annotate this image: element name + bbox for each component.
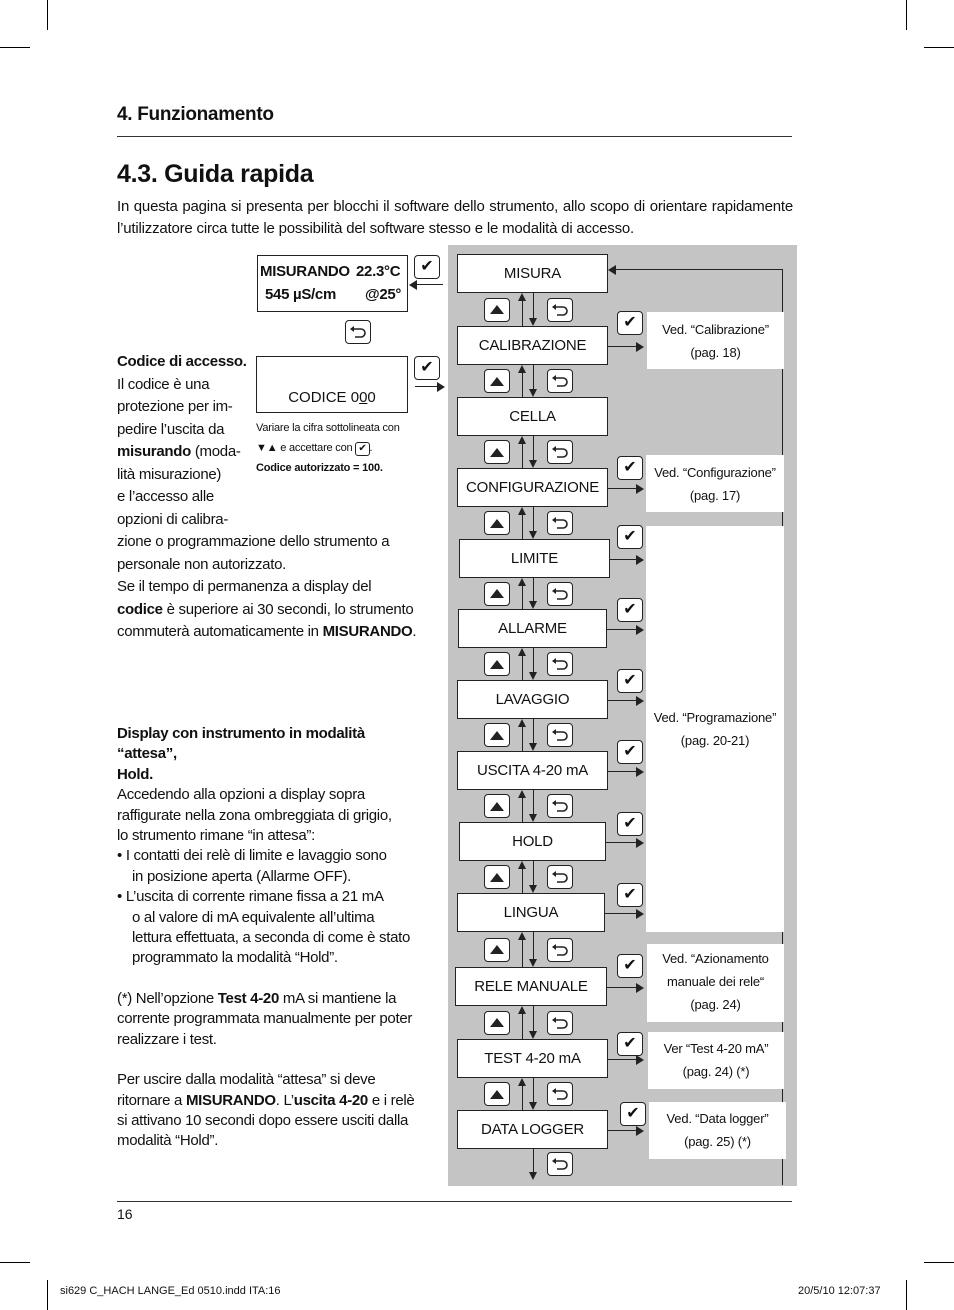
arrow-up — [518, 861, 526, 869]
menu-item[interactable]: ALLARME — [458, 609, 607, 648]
note-configurazione — [646, 455, 784, 512]
access-line — [117, 441, 417, 464]
code-hint-mid: e accettare con — [277, 442, 356, 454]
return-icon[interactable] — [547, 723, 573, 747]
hold-line: realizzare i test. — [117, 1030, 217, 1048]
connector — [616, 269, 782, 270]
up-triangle-icon[interactable] — [484, 865, 510, 889]
note-programmazione — [646, 526, 784, 932]
access-line: Il codice è una — [117, 375, 210, 393]
hold-title: Display con instrumento in modalità “attesa”, — [117, 725, 365, 763]
menu-item[interactable]: HOLD — [459, 822, 606, 861]
menu-item[interactable]: DATA LOGGER — [457, 1110, 608, 1149]
crop-mark — [906, 0, 907, 30]
check-icon[interactable]: ✔ — [617, 311, 643, 335]
connector — [610, 559, 638, 560]
menu-item[interactable]: CONFIGURAZIONE — [457, 468, 608, 507]
down-triangle-icon: ▼ — [256, 442, 267, 454]
hold-bullet: in posizione aperta (Allarme OFF). — [132, 867, 352, 885]
check-icon[interactable]: ✔ — [617, 954, 643, 978]
menu-item[interactable]: LIMITE — [459, 539, 610, 578]
arrow-left — [608, 265, 616, 275]
access-line: opzioni di calibra- — [117, 510, 229, 528]
menu-item[interactable]: MISURA — [457, 254, 608, 293]
up-triangle-icon[interactable] — [484, 1082, 510, 1106]
connector — [533, 1006, 534, 1033]
connector — [608, 1059, 638, 1060]
arrow-right — [636, 838, 644, 848]
return-icon[interactable] — [547, 369, 573, 393]
arrow-up — [518, 932, 526, 940]
access-line: personale non autorizzato. — [117, 555, 286, 573]
note-data-logger — [649, 1102, 786, 1159]
access-text: . — [412, 623, 417, 640]
arrow-up — [518, 365, 526, 373]
arrow-down — [529, 959, 537, 967]
hold-bold: MISURANDO — [185, 1091, 276, 1109]
code-hint-line3: Codice autorizzato = 100. — [256, 462, 383, 474]
connector — [522, 299, 523, 326]
crop-mark — [0, 1262, 30, 1263]
menu-item[interactable]: TEST 4-20 mA — [457, 1039, 608, 1078]
access-code-section — [117, 351, 417, 644]
access-line: Se il tempo di permanenza a display del — [117, 578, 372, 595]
arrow-right — [636, 342, 644, 352]
connector — [608, 700, 638, 701]
menu-item[interactable]: USCITA 4-20 mA — [457, 751, 608, 790]
access-title: Codice di accesso. — [117, 353, 247, 370]
hold-text: ritornare a — [117, 1091, 186, 1109]
connector — [608, 346, 638, 347]
connector — [533, 507, 534, 533]
code-digit: 0 — [350, 389, 360, 406]
arrow-down — [529, 601, 537, 609]
note-line: Ver “Test 4-20 mA” — [663, 1041, 769, 1056]
arrow-up — [518, 436, 526, 444]
note-line: (pag. 18) — [690, 345, 741, 360]
hold-bullet: programmato la modalità “Hold”. — [132, 949, 338, 967]
access-line: protezione per im- — [117, 398, 233, 415]
check-icon[interactable]: ✔ — [617, 669, 643, 693]
page-number: 16 — [117, 1206, 133, 1222]
footer-date: 20/5/10 12:07:37 — [798, 1285, 881, 1297]
check-icon[interactable]: ✔ — [617, 525, 643, 549]
intro-paragraph: In questa pagina si presenta per blocchi il software dello strumento, allo scopo di orientare rapidamente l’utilizzatore circa tutte le possibilità del software stesso e le modalità di accesso. — [117, 198, 793, 237]
menu-item[interactable]: RELE MANUALE — [455, 967, 607, 1006]
connector — [533, 932, 534, 961]
check-icon[interactable]: ✔ — [617, 456, 643, 480]
hold-bold: uscita 4-20 — [293, 1091, 368, 1109]
note-line: Ved. “Azionamento — [662, 951, 769, 966]
note-line: (pag. 17) — [689, 488, 741, 503]
return-icon[interactable] — [547, 1082, 573, 1106]
arrow-up — [518, 293, 526, 301]
access-bold: misurando — [117, 443, 191, 460]
connector — [606, 842, 638, 843]
return-icon[interactable] — [547, 582, 573, 606]
arrow-right — [437, 382, 445, 392]
hold-line — [117, 989, 427, 1009]
access-line — [117, 621, 417, 644]
connector — [608, 771, 638, 772]
connector — [522, 442, 523, 468]
arrow-right — [636, 909, 644, 919]
connector — [522, 371, 523, 397]
arrow-down — [529, 672, 537, 680]
note-line: (pag. 25) (*) — [684, 1134, 751, 1149]
note-calibrazione — [647, 312, 784, 369]
up-triangle-icon[interactable] — [484, 582, 510, 606]
note-line: Ved. “Programazione” — [653, 710, 777, 725]
crop-mark — [47, 1280, 48, 1310]
check-icon: ✔ — [355, 442, 369, 456]
hold-title: Hold. — [117, 765, 153, 783]
note-line: Ved. “Configurazione” — [654, 465, 776, 480]
access-after-bold: (moda- — [190, 443, 241, 460]
access-line: e l’accesso alle — [117, 488, 214, 505]
hold-bold: Test 4-20 — [217, 989, 279, 1007]
check-icon[interactable]: ✔ — [617, 812, 643, 836]
check-icon[interactable]: ✔ — [414, 356, 440, 380]
hold-line: Accedendo alla opzioni a display sopra — [117, 786, 365, 804]
access-text: è superiore ai 30 secondi, lo strumento — [162, 600, 414, 618]
crop-mark — [0, 47, 30, 48]
arrow-up — [518, 1078, 526, 1086]
access-line — [117, 599, 417, 622]
connector — [533, 790, 534, 816]
connector — [607, 629, 638, 630]
return-icon[interactable] — [547, 511, 573, 535]
arrow-up — [518, 790, 526, 798]
connector — [608, 488, 638, 489]
hold-line: Per uscire dalla modalità “attesa” si deve — [117, 1071, 376, 1089]
hold-bullet: • I contatti dei relè di limite e lavaggio sono — [117, 847, 387, 865]
up-triangle-icon[interactable] — [484, 298, 510, 322]
return-icon[interactable] — [547, 1011, 573, 1035]
note-test — [648, 1032, 784, 1089]
code-digit: 0 — [367, 389, 376, 406]
return-icon[interactable] — [547, 865, 573, 889]
return-icon[interactable] — [547, 938, 573, 962]
lcd-line1-value: 22.3°C — [356, 263, 401, 280]
code-hint-end: . — [369, 442, 373, 454]
hold-bullet: • L’uscita di corrente rimane fissa a 21 mA — [117, 888, 384, 906]
connector — [533, 648, 534, 674]
connector — [522, 867, 523, 893]
access-line: pedire l’uscita da — [117, 420, 225, 438]
arrow-down — [529, 1172, 537, 1180]
arrow-right — [636, 625, 644, 635]
note-line: (pag. 20-21) — [680, 733, 750, 748]
hold-text: (*) Nell’opzione — [117, 989, 218, 1007]
arrow-right — [636, 696, 644, 706]
check-icon[interactable]: ✔ — [414, 255, 440, 279]
crop-mark — [924, 1262, 954, 1263]
connector — [533, 365, 534, 391]
up-triangle-icon[interactable] — [484, 794, 510, 818]
return-icon[interactable] — [547, 440, 573, 464]
lcd-display — [257, 255, 408, 312]
connector — [533, 436, 534, 462]
up-triangle-icon[interactable] — [484, 652, 510, 676]
arrow-right — [636, 767, 644, 777]
access-bold: MISURANDO — [322, 623, 413, 640]
return-icon[interactable] — [547, 652, 573, 676]
arrow-down — [529, 1031, 537, 1039]
code-prefix: CODICE — [288, 389, 351, 406]
hold-bullet: lettura effettuata, a seconda di come è stato — [132, 929, 411, 947]
hold-line: modalità “Hold”. — [117, 1132, 219, 1150]
menu-item[interactable]: CELLA — [457, 397, 608, 436]
note-line: Ved. “Calibrazione” — [662, 322, 769, 337]
menu-item[interactable]: CALIBRAZIONE — [457, 326, 608, 365]
connector — [522, 1012, 523, 1039]
connector — [522, 584, 523, 609]
hold-line: corrente programmata manualmente per poter — [117, 1010, 413, 1028]
hold-text: . L’ — [275, 1091, 294, 1109]
note-line: (pag. 24) (*) — [682, 1064, 750, 1079]
check-icon[interactable]: ✔ — [617, 1032, 643, 1056]
check-icon[interactable]: ✔ — [617, 598, 643, 622]
code-hint-line1: Variare la cifra sottolineata con — [256, 422, 400, 434]
return-icon[interactable] — [547, 794, 573, 818]
note-rele-manuale — [647, 944, 784, 1022]
up-triangle-icon[interactable] — [484, 440, 510, 464]
up-triangle-icon[interactable] — [484, 938, 510, 962]
crop-mark — [47, 0, 48, 30]
code-digit-underlined: 0 — [359, 389, 368, 406]
note-line: manuale dei rele“ — [666, 974, 765, 989]
arrow-up — [518, 719, 526, 727]
return-icon[interactable] — [345, 320, 371, 344]
page-title: 4.3. Guida rapida — [117, 160, 314, 188]
connector — [522, 796, 523, 822]
hold-text: mA si mantiene la — [279, 989, 397, 1007]
return-icon[interactable] — [547, 298, 573, 322]
connector — [533, 293, 534, 320]
connector — [522, 938, 523, 967]
arrow-down — [529, 814, 537, 822]
arrow-right — [636, 484, 644, 494]
arrow-down — [529, 389, 537, 397]
section-heading: 4. Funzionamento — [117, 104, 274, 125]
connector — [522, 513, 523, 539]
arrow-down — [529, 460, 537, 468]
up-triangle-icon[interactable] — [484, 723, 510, 747]
connector — [522, 725, 523, 751]
check-icon[interactable]: ✔ — [620, 1102, 646, 1126]
hold-line: raffigurate nella zona ombreggiata di grigio, — [117, 806, 392, 824]
arrow-right — [636, 983, 644, 993]
arrow-right — [636, 1126, 644, 1136]
up-triangle-icon[interactable] — [484, 1011, 510, 1035]
lcd-line2-value: @25° — [365, 286, 402, 303]
crop-mark — [924, 47, 954, 48]
arrow-up — [518, 1006, 526, 1014]
access-bold: codice — [117, 600, 163, 618]
arrow-left — [409, 280, 417, 290]
up-triangle-icon: ▲ — [266, 442, 278, 454]
menu-item[interactable]: LINGUA — [457, 893, 605, 932]
arrow-up — [518, 578, 526, 586]
check-icon[interactable]: ✔ — [617, 740, 643, 764]
arrow-right — [636, 1055, 644, 1065]
connector — [607, 987, 638, 988]
access-line: zione o programmazione dello strumento a — [117, 533, 390, 550]
up-triangle-icon[interactable] — [484, 369, 510, 393]
lcd-line1-label: MISURANDO — [260, 263, 350, 280]
arrow-down — [529, 318, 537, 326]
hold-bullet: o al valore di mA equivalente all’ultima — [132, 908, 375, 926]
arrow-down — [529, 885, 537, 893]
arrow-up — [518, 648, 526, 656]
connector — [415, 284, 443, 285]
menu-item[interactable]: LAVAGGIO — [457, 680, 608, 719]
up-triangle-icon[interactable] — [484, 511, 510, 535]
connector — [533, 861, 534, 887]
arrow-down — [529, 1102, 537, 1110]
crop-mark — [906, 1280, 907, 1310]
arrow-down — [529, 743, 537, 751]
connector — [522, 1084, 523, 1110]
connector — [533, 578, 534, 603]
connector — [533, 1078, 534, 1104]
hold-line: si attivano 10 secondi dopo essere usciti dalla — [117, 1111, 409, 1129]
access-line: lità misurazione) — [117, 465, 222, 483]
connector — [608, 1130, 638, 1131]
return-icon[interactable] — [547, 1152, 573, 1176]
hold-line: lo strumento rimane “in attesa”: — [117, 827, 315, 845]
connector — [522, 654, 523, 680]
arrow-up — [518, 507, 526, 515]
check-icon[interactable]: ✔ — [617, 883, 643, 907]
connector — [605, 913, 638, 914]
hold-section — [117, 724, 427, 1152]
lcd-line2-label: 545 µS/cm — [265, 286, 336, 303]
arrow-right — [636, 555, 644, 565]
arrow-down — [529, 531, 537, 539]
hold-text: e i relè — [367, 1091, 415, 1109]
hold-line — [117, 1091, 427, 1111]
footer-file: si629 C_HACH LANGE_Ed 0510.indd ITA:16 — [60, 1285, 281, 1297]
connector — [533, 719, 534, 745]
header-rule — [117, 136, 792, 137]
note-line: (pag. 24) — [690, 997, 741, 1012]
footer-rule — [117, 1201, 792, 1202]
access-text: commuterà automaticamente in — [117, 623, 323, 640]
note-line: Ved. “Data logger” — [666, 1111, 769, 1126]
